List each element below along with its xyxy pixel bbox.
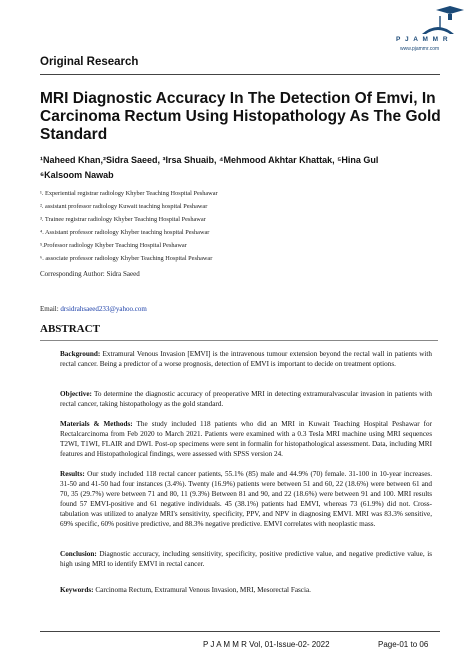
abstract-heading: ABSTRACT: [40, 323, 100, 335]
section-label: Original Research: [40, 56, 139, 68]
abstract-background: [60, 349, 432, 369]
email-label: Email:: [40, 305, 61, 313]
objective-text: To determine the diagnostic accuracy of preoperative MRI in detecting extramuralvascular invasion in patients with rectal cancer, taking histopathology as the gold standard.: [60, 390, 432, 408]
methods-text: The study included 118 patients who did an MRI in Kuwait Teaching Hospital Peshawar for Rectalcarcinoma from Feb 2020 to March 2021. Patients were examined with a 0.3 Tesla MRI machine using MRI sequences T2WI, T1WI, FLAIR and DWI. Post-op specimens were sent in formalin for histopathological assessment. Data, including MRI features and Histopathological findings, were assessed with SPSS version 24.: [60, 420, 432, 458]
keywords-text: Carcinoma Rectum, Extramural Venous Invasion, MRI, Mesorectal Fascia.: [93, 586, 311, 594]
mortarboard-icon: [436, 6, 464, 14]
email-link[interactable]: drsidrahsaeed233@yahoo.com: [60, 305, 147, 313]
affiliation-3: ³. Trainee registrar radiology Khyber Teaching Hospital Peshawar: [40, 216, 206, 223]
affiliation-2: ². assistant professor radiology Kuwait teaching hospital Peshawar: [40, 203, 208, 210]
background-label: Background:: [60, 350, 101, 358]
open-book-icon: [422, 27, 454, 34]
abstract-objective: [60, 389, 432, 409]
logo-url[interactable]: www.pjammr.com: [400, 46, 440, 52]
authors-line-1: ¹Naheed Khan,²Sidra Saeed, ³Irsa Shuaib, ⁴Mehmood Akhtar Khattak, ⁵Hina Gul: [40, 155, 379, 165]
email-line: [40, 305, 147, 313]
conclusion-label: Conclusion:: [60, 550, 97, 558]
authors-line-2: ⁶Kalsoom Nawab: [40, 170, 114, 180]
abstract-results: [60, 469, 432, 529]
corresponding-author: Corresponding Author: Sidra Saeed: [40, 270, 140, 278]
affiliation-5: ⁵.Professor radiology Khyber Teaching Hospital Peshawar: [40, 242, 187, 249]
footer-journal: P J A M M R Vol, 01-Issue-02- 2022: [203, 640, 330, 649]
results-label: Results:: [60, 470, 85, 478]
keywords: [60, 585, 432, 595]
background-text: Extramural Venous Invasion [EMVI] is the intravenous tumour extension beyond the rectal wall in patients with rectal cancer. Being a predictor of a worse prognosis, detection of EMVI is important to decide on treatment options.: [60, 350, 432, 368]
conclusion-text: Diagnostic accuracy, including sensitivity, specificity, positive predictive value, and negative predictive value, is high using MRI to identify EMVI in rectal cancer.: [60, 550, 432, 568]
methods-label: Materials & Methods:: [60, 420, 133, 428]
abstract-conclusion: [60, 549, 432, 569]
footer-page-range: Page-01 to 06: [378, 640, 429, 649]
keywords-label: Keywords:: [60, 586, 94, 594]
abstract-methods: [60, 419, 432, 459]
abstract-divider: [40, 340, 438, 341]
header-divider: [40, 74, 440, 75]
affiliation-4: ⁴. Assistant professor radiology Khyber teaching hospital Peshawar: [40, 229, 210, 236]
logo-text: P J A M M R: [396, 36, 450, 43]
affiliation-1: ¹. Experiential registrar radiology Khyber Teaching Hospital Peshawar: [40, 190, 218, 197]
affiliation-6: ⁶. associate professor radiology Khyber Teaching Hospital Peshawar: [40, 255, 213, 262]
results-text: Our study included 118 rectal cancer patients, 55.1% (85) male and 44.9% (70) female. 31-100 in 10-year increases. 31-50 and 41-50 had four instances (3.4%). Twenty (16.9%) patients were between 51 and 60, 22 (18.6%) were between 61 and 70, 35 (29.7%) were between 71 and 80, 11 (9.3%) Between 81 and 90, and 22 (18.6%) were between 91 and 100. MRI results found 57 EMVI-positive and 61 negative individuals. 45 (38.1%) patients had EMVI, whereas 73 (61.9%) did not. Cross-tabulation was utilized to analyze MRI's sensitivity, specificity, PPV, and NPV in diagnosing EMVI. MRI was 83.3% sensitive, 69% specific, 60% positive predictive, and 88.3% negative predictive. EMVI correlates with neoplastic mass.: [60, 470, 432, 528]
objective-label: Objective:: [60, 390, 92, 398]
paper-title: MRI Diagnostic Accuracy In The Detection Of Emvi, In Carcinoma Rectum Using Histopathology As The Gold Standard: [40, 90, 441, 143]
footer-divider: [40, 631, 440, 632]
author-list: [40, 153, 440, 183]
